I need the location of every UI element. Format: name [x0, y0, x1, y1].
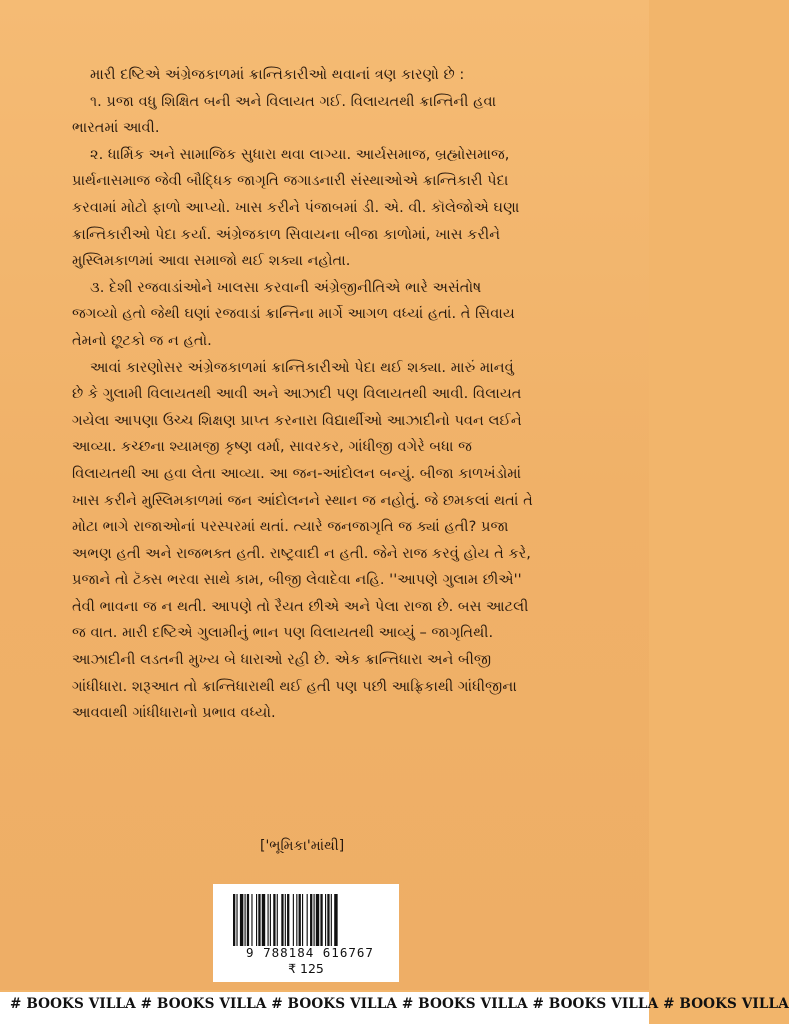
isbn-number: 9 788184 616767: [246, 945, 374, 960]
text-line: ૨. ધાર્મિક અને સામાજિક સુધારા થવા લાગ્યા. આર્યસમાજ, બ્રહ્મોસમાજ,: [90, 145, 510, 163]
barcode-bar: [327, 894, 329, 946]
barcode-bar: [285, 894, 286, 946]
barcode-bar: [320, 894, 322, 946]
text-line: ભારતમાં આવી.: [72, 119, 160, 137]
barcode-bar: [251, 894, 252, 946]
barcode-bar: [331, 894, 332, 946]
barcode-bar: [325, 894, 326, 946]
barcode-bar: [281, 894, 283, 946]
barcode-bar: [256, 894, 257, 946]
blurb-paragraph-reason-2: [72, 142, 572, 275]
blurb-text: [72, 62, 572, 727]
barcode-bar: [310, 894, 312, 946]
barcode-bar: [299, 894, 301, 946]
text-line: મોટા ભાગે રાજાઓનાં પરસ્પરમાં થતાં. ત્યારે જનજાગૃતિ જ ક્યાં હતી? પ્રજા: [72, 518, 509, 536]
barcode-bar: [240, 894, 243, 946]
text-line: આઝાદીની લડતની મુખ્ય બે ધારાઓ રહી છે. એક ક્રાન્તિધારા અને બીજી: [72, 651, 492, 669]
text-line: મુસ્લિમકાળમાં આવા સમાજો થઈ શક્યા નહોતા.: [72, 252, 351, 270]
watermark-strip: [0, 992, 789, 1024]
text-line: તેવી ભાવના જ ન થતી. આપણે તો રૈયત છીએ અને પેલા રાજા છે. બસ આટલી: [72, 597, 529, 615]
text-line: અભણ હતી અને રાજભક્ત હતી. રાષ્ટ્રવાદી ન હતી. જેને રાજ કરવું હોય તે કરે,: [72, 544, 531, 562]
barcode-bar: [270, 894, 271, 946]
text-line: આવ્યા. કચ્છના શ્યામજી કૃષ્ણ વર્મા, સાવરકર, ગાંધીજી વગેરે બધા જ: [72, 438, 472, 456]
barcode-bar: [296, 894, 297, 946]
barcode-bar: [277, 894, 278, 946]
text-line: ગયેલા આપણા ઉચ્ચ શિક્ષણ પ્રાપ્ત કરનારા વિદ્યાર્થીઓ આઝાદીનો પવન લઈને: [72, 411, 522, 429]
text-line: છે કે ગુલામી વિલાયતથી આવી અને આઝાદી પણ વિલાયતથી આવી. વિલાયત: [72, 385, 522, 403]
text-line: ૩. દેશી રજવાડાંઓને ખાલસા કરવાની અંગ્રેજીનીતિએ ભારે અસંતોષ: [90, 278, 482, 296]
barcode-bar: [233, 894, 235, 946]
barcode-bar: [262, 894, 265, 946]
source-note: ['ભૂમિકા'માંથી]: [260, 838, 345, 854]
text-line: ખાસ કરીને મુસ્લિમકાળમાં જન આંદોલનને સ્થાન જ નહોતું. જે છમકલાં થતાં તે: [72, 491, 533, 509]
text-line: આવવાથી ગાંધીધારાનો પ્રભાવ વધ્યો.: [72, 704, 276, 722]
text-line: મારી દષ્ટિએ અંગ્રેજકાળમાં ક્રાન્તિકારીઓ થવાનાં ત્રણ કારણો છે :: [90, 66, 465, 83]
barcode-bar: [236, 894, 237, 946]
blurb-paragraph-reason-3: [72, 275, 572, 355]
text-line: ગાંધીધારા. શરૂઆત તો ક્રાન્તિધારાથી થઈ હતી પણ પછી આફ્રિકાથી ગાંધીજીના: [72, 677, 517, 695]
text-line: કરવામાં મોટો ફાળો આપ્યો. ખાસ કરીને પંજાબમાં ડી. એ. વી. કૉલેજોએ ઘણા: [72, 198, 520, 216]
text-line: તેમનો છૂટકો જ ન હતો.: [72, 331, 212, 349]
price-label: ₹ 125: [288, 961, 324, 976]
barcode-bar: [245, 894, 246, 946]
barcode-bar: [258, 894, 260, 946]
barcode-bar: [268, 894, 269, 946]
barcode-label: [213, 884, 399, 982]
barcode-bar: [273, 894, 275, 946]
barcode-bar: [334, 894, 337, 946]
barcode-icon: [233, 894, 379, 946]
barcode-bar: [314, 894, 315, 946]
watermark-text: # BOOKS VILLA # BOOKS VILLA # BOOKS VILLA # BOOKS VILLA # BOOKS VILLA # BOOKS VILLA: [10, 996, 789, 1012]
barcode-bar: [287, 894, 289, 946]
blurb-paragraph-conclusion: [72, 355, 572, 727]
text-line: પ્રાર્થનાસમાજ જેવી બૌદ્ધિક જાગૃતિ જગાડનારી સંસ્થાઓએ ક્રાન્તિકારી પેદા: [72, 172, 509, 190]
text-line: જ વાત. મારી દષ્ટિએ ગુલામીનું ભાન પણ વિલાયતથી આવ્યું – જાગૃતિથી.: [72, 624, 494, 642]
barcode-bar: [302, 894, 303, 946]
barcode-bar: [247, 894, 249, 946]
barcode-bar: [316, 894, 319, 946]
text-line: આવાં કારણોસર અંગ્રેજકાળમાં ક્રાન્તિકારીઓ પેદા થઈ શક્યા. મારું માનવું: [90, 358, 514, 376]
text-line: વિલાયતથી આ હવા લેતા આવ્યા. આ જન-આંદોલન બન્યું. બીજા કાળખંડોમાં: [72, 464, 522, 482]
text-line: ૧. પ્રજા વધુ શિક્ષિત બની અને વિલાયત ગઈ. વિલાયતથી ક્રાન્તિની હવા: [90, 92, 497, 110]
blurb-paragraph-intro: [72, 62, 572, 142]
barcode-bar: [293, 894, 294, 946]
text-line: પ્રજાને તો ટૅક્સ ભરવા સાથે કામ, બીજી લેવાદેવા નહિ. ''આપણે ગુલામ છીએ'': [72, 571, 522, 589]
barcode-bar: [307, 894, 308, 946]
text-line: ક્રાન્તિકારીઓ પેદા કર્યા. અંગ્રેજકાળ સિવાયના બીજા કાળોમાં, ખાસ કરીને: [72, 225, 501, 243]
text-line: જગવ્યો હતો જેથી ઘણાં રજવાડાં ક્રાન્તિના માર્ગે આગળ વધ્યાં હતાં. તે સિવાય: [72, 305, 515, 323]
